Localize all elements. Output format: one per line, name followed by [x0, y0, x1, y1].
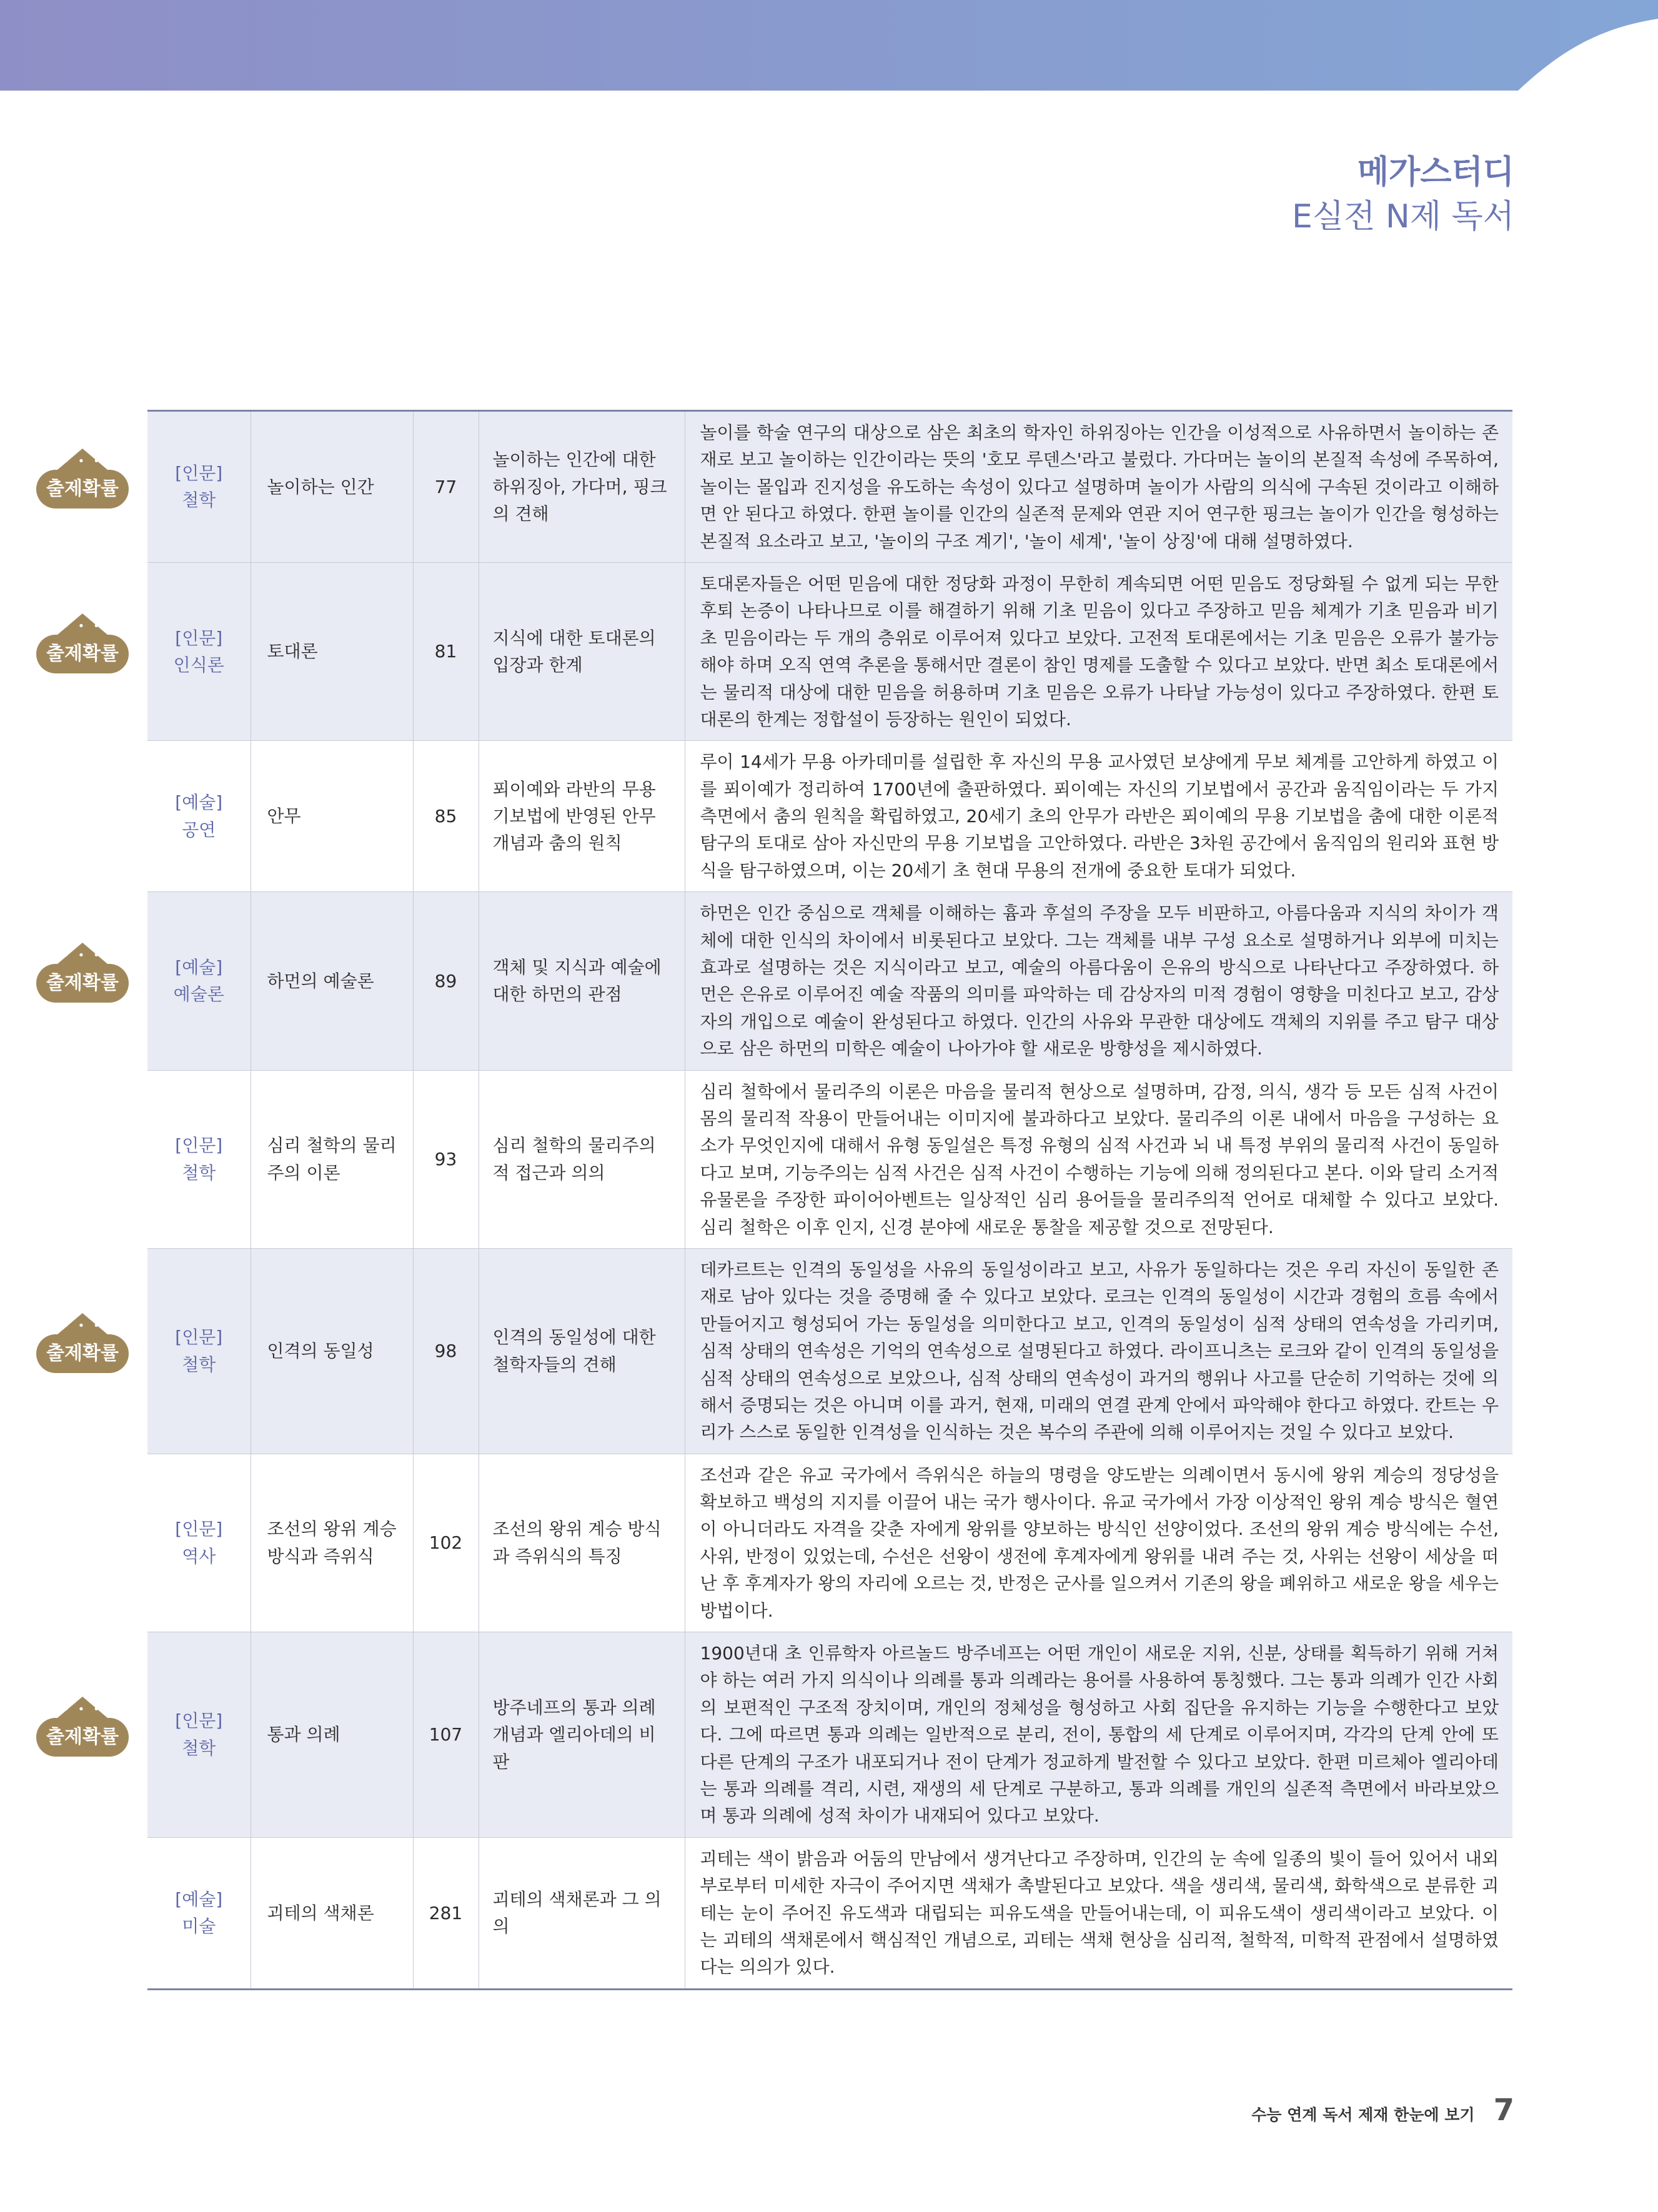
topic-cell: 푀이예와 라반의 무용 기보법에 반영된 안무 개념과 춤의 원칙 [479, 741, 685, 892]
category-main: [예술] [175, 957, 223, 978]
top-banner [0, 0, 1658, 91]
table-row [147, 1632, 1512, 1838]
category-cell [147, 1837, 251, 1989]
table-row [147, 1248, 1512, 1454]
badge-dots: • • • [62, 619, 102, 633]
passage-title: 인격의 동일성 [251, 1248, 413, 1454]
table-row [147, 1837, 1512, 1989]
category-sub: 역사 [182, 1545, 216, 1567]
table-row [147, 741, 1512, 892]
category-main: [인문] [175, 1327, 223, 1348]
table-row [147, 1454, 1512, 1632]
passage-title: 안무 [251, 741, 413, 892]
summary-cell: 1900년대 초 인류학자 아르놀드 방주네프는 어떤 개인이 새로운 지위, 신분, 상태를 획득하기 위해 거쳐야 하는 여러 가지 의식이나 의례를 통과 의례라는 용어를 사용하여 통칭했다. 그는 통과 의례가 인간 사회의 보편적인 구조적 장치이며, 개인의 정체성을 형성하고 사회 집단을 유지하는 기능을 수행한다고 보았다. 그에 따르면 통과 의례는 일반적으로 분리, 전이, 통합의 세 단계로 이루어지며, 각각의 단계 안에 또 다른 단계의 구조가 내포되거나 전이 단계가 정교하게 발전할 수 있다고 보았다. 한편 미르체아 엘리아데는 통과 의례를 격리, 시련, 재생의 세 단계로 구분하고, 통과 의례를 개인의 실존적 측면에서 바라보았으며 통과 의례에 성적 차이가 내재되어 있다고 보았다. [685, 1632, 1512, 1838]
topic-cell: 객체 및 지식과 예술에 대한 하먼의 관점 [479, 892, 685, 1070]
topic-cell: 조선의 왕위 계승 방식과 즉위식의 특징 [479, 1454, 685, 1632]
category-sub: 인식론 [173, 655, 224, 676]
summary-cell: 루이 14세가 무용 아카데미를 설립한 후 자신의 무용 교사였던 보샹에게 무보 체계를 고안하게 하였고 이를 푀이예가 정리하여 1700년에 출판하였다. 푀이예는 자신의 기보법에서 공간과 움직임이라는 두 가지 측면에서 춤의 원칙을 확립하였고, 20세기 초의 안무가 라반은 푀이예의 무용 기보법을 춤에 대한 이론적 탐구의 토대로 삼아 자신만의 무용 기보법을 고안하였다. 라반은 3차원 공간에서 움직임의 원리와 표현 방식을 탐구하였으며, 이는 20세기 초 현대 무용의 전개에 중요한 토대가 되었다. [685, 741, 1512, 892]
category-cell [147, 741, 251, 892]
category-sub: 철학 [182, 490, 216, 511]
category-cell [147, 562, 251, 740]
category-main: [인문] [175, 627, 223, 648]
topic-cell: 방주네프의 통과 의례 개념과 엘리아데의 비판 [479, 1632, 685, 1838]
badge-dots: • • • [62, 1702, 102, 1716]
footer-text: 수능 연계 독서 제재 한눈에 보기 [1251, 2106, 1475, 2124]
topic-cell: 심리 철학의 물리주의적 접근과 의의 [479, 1070, 685, 1248]
topic-cell: 괴테의 색채론과 그 의의 [479, 1837, 685, 1989]
summary-cell: 토대론자들은 어떤 믿음에 대한 정당화 과정이 무한히 계속되면 어떤 믿음도 정당화될 수 없게 되는 무한 후퇴 논증이 나타나므로 이를 해결하기 위해 기초 믿음이 있다고 주장하고 믿음 체계가 기초 믿음과 비기초 믿음이라는 두 개의 층위로 이루어져 있다고 보았다. 고전적 토대론에서는 기초 믿음은 오류가 불가능해야 하며 오직 연역 추론을 통해서만 결론이 참인 명제를 도출할 수 있다고 보았다. 반면 최소 토대론에서는 물리적 대상에 대한 믿음을 허용하며 기초 믿음은 오류가 나타날 가능성이 있다고 주장하였다. 한편 토대론의 한계는 정합설이 등장하는 원인이 되었다. [685, 562, 1512, 740]
brand-title: 메가스터디 [1357, 154, 1514, 191]
category-sub: 공연 [182, 819, 216, 840]
badge-label: 출제확률 [36, 470, 129, 508]
passage-title: 통과 의례 [251, 1632, 413, 1838]
category-sub: 예술론 [173, 984, 224, 1005]
summary-cell: 놀이를 학술 연구의 대상으로 삼은 최초의 학자인 하위징아는 인간을 이성적으로 사유하면서 놀이하는 존재로 보고 놀이하는 인간이라는 뜻의 '호모 루덴스'라고 불렀다. 가다머는 놀이의 본질적 속성에 주목하여, 놀이는 몰입과 진지성을 유도하는 속성이 있다고 설명하며 놀이가 사람의 의식에 구속된 것이라고 이해하면 안 된다고 하였다. 한편 놀이를 인간의 실존적 문제와 연관 지어 연구한 핑크는 놀이가 인간을 형성하는 본질적 요소라고 보고, '놀이의 구조 계기', '놀이 세계', '놀이 상징'에 대해 설명하였다. [685, 411, 1512, 563]
page-ref: 281 [413, 1837, 479, 1989]
badge-label: 출제확률 [36, 635, 129, 673]
category-cell [147, 1454, 251, 1632]
category-sub: 철학 [182, 1162, 216, 1183]
badge-dots: • • • [62, 454, 102, 468]
page-ref: 102 [413, 1454, 479, 1632]
summary-cell: 괴테는 색이 밝음과 어둠의 만남에서 생겨난다고 주장하며, 인간의 눈 속에 일종의 빛이 들어 있어서 내외부로부터 미세한 자극이 주어지면 색채가 촉발된다고 보았다. 색을 생리색, 물리색, 화학색으로 분류한 괴테는 눈이 주어진 유도색과 대립되는 피유도색을 만들어내는데, 이 피유도색이 생리색이라고 보았다. 이는 괴테의 색채론에서 핵심적인 개념으로, 괴테는 색채 현상을 심리적, 철학적, 미학적 관점에서 설명하였다는 의의가 있다. [685, 1837, 1512, 1989]
exam-probability-badge [36, 943, 129, 1018]
category-main: [인문] [175, 1135, 223, 1156]
topic-cell: 지식에 대한 토대론의 입장과 한계 [479, 562, 685, 740]
exam-probability-badge [36, 449, 129, 523]
page-ref: 98 [413, 1248, 479, 1454]
page-ref: 85 [413, 741, 479, 892]
category-main: [예술] [175, 792, 223, 813]
badge-dots: • • • [62, 1319, 102, 1332]
summary-cell: 하먼은 인간 중심으로 객체를 이해하는 흄과 후설의 주장을 모두 비판하고, 아름다움과 지식의 차이가 객체에 대한 인식의 차이에서 비롯된다고 보았다. 그는 객체를 내부 구성 요소로 설명하거나 외부에 미치는 효과로 설명하는 것은 지식이라고 보고, 예술의 아름다움이 은유의 방식으로 나타난다고 주장하였다. 하먼은 은유로 이루어진 예술 작품의 의미를 파악하는 데 감상자의 미적 경험이 영향을 미친다고 보고, 감상자의 개입으로 예술이 완성된다고 하였다. 인간의 사유와 무관한 대상에도 객체의 지위를 주고 탐구 대상으로 삼은 하먼의 미학은 예술이 나아가야 할 새로운 방향성을 제시하였다. [685, 892, 1512, 1070]
badge-label: 출제확률 [36, 1718, 129, 1757]
header-brand [1292, 153, 1514, 237]
category-sub: 철학 [182, 1737, 216, 1758]
table-row [147, 892, 1512, 1070]
table-row [147, 411, 1512, 563]
badge-dots: • • • [62, 948, 102, 962]
table-row [147, 562, 1512, 740]
category-cell [147, 892, 251, 1070]
exam-probability-badge [36, 1313, 129, 1388]
summary-cell: 데카르트는 인격의 동일성을 사유의 동일성이라고 보고, 사유가 동일하다는 것은 우리 자신이 동일한 존재로 남아 있다는 것을 증명해 줄 수 있다고 보았다. 로크는 인격의 동일성이 시간과 경험의 흐름 속에서 만들어지고 형성되어 가는 동일성을 의미한다고 보고, 인격의 동일성이 심적 상태의 연속성을 가리키며, 심적 상태의 연속성은 기억의 연속성으로 설명된다고 하였다. 라이프니츠는 로크와 같이 인격의 동일성을 심적 상태의 연속성으로 보았으나, 심적 상태의 연속성이 과거의 행위나 사고를 단순히 기억하는 것에 의해서 증명되는 것은 아니며 이를 과거, 현재, 미래의 연결 관계 안에서 파악해야 한다고 하였다. 칸트는 우리가 스스로 동일한 인격성을 인식하는 것은 복수의 주관에 의해 이루어지는 것일 수 있다고 보았다. [685, 1248, 1512, 1454]
exam-probability-badge [36, 613, 129, 688]
category-main: [예술] [175, 1888, 223, 1910]
passage-title: 하먼의 예술론 [251, 892, 413, 1070]
page-ref: 107 [413, 1632, 479, 1838]
topics-table [147, 410, 1512, 1990]
badge-label: 출제확률 [36, 964, 129, 1003]
page-ref: 93 [413, 1070, 479, 1248]
category-sub: 철학 [182, 1354, 216, 1375]
passage-title: 토대론 [251, 562, 413, 740]
category-cell [147, 1632, 251, 1838]
page-ref: 77 [413, 411, 479, 563]
category-main: [인문] [175, 463, 223, 484]
summary-cell: 심리 철학에서 물리주의 이론은 마음을 물리적 현상으로 설명하며, 감정, 의식, 생각 등 모든 심적 사건이 몸의 물리적 작용이 만들어내는 이미지에 불과하다고 보았다. 물리주의 이론 내에서 마음을 구성하는 요소가 무엇인지에 대해서 유형 동일설은 특정 유형의 심적 사건과 뇌 내 특정 부위의 물리적 사건이 동일하다고 보며, 기능주의는 심적 사건은 심적 사건이 수행하는 기능에 의해 정의된다고 본다. 이와 달리 소거적 유물론을 주장한 파이어아벤트는 일상적인 심리 용어들을 물리주의적 언어로 대체할 수 있다고 보았다. 심리 철학은 이후 인지, 신경 분야에 새로운 통찰을 제공할 것으로 전망된다. [685, 1070, 1512, 1248]
passage-title: 심리 철학의 물리주의 이론 [251, 1070, 413, 1248]
page-ref: 89 [413, 892, 479, 1070]
exam-probability-badge [36, 1697, 129, 1772]
badge-label: 출제확률 [36, 1334, 129, 1373]
topic-cell: 인격의 동일성에 대한 철학자들의 견해 [479, 1248, 685, 1454]
topic-cell: 놀이하는 인간에 대한 하위징아, 가다머, 핑크의 견해 [479, 411, 685, 563]
brand-subtitle: E실전 N제 독서 [1292, 198, 1514, 236]
summary-cell: 조선과 같은 유교 국가에서 즉위식은 하늘의 명령을 양도받는 의례이면서 동시에 왕위 계승의 정당성을 확보하고 백성의 지지를 이끌어 내는 국가 행사이다. 유교 국가에서 가장 이상적인 왕위 계승 방식은 혈연이 아니더라도 자격을 갖춘 자에게 왕위를 양보하는 방식인 선양이었다. 조선의 왕위 계승 방식에는 수선, 사위, 반정이 있었는데, 수선은 선왕이 생전에 후계자에게 왕위를 내려 주는 것, 사위는 선왕이 세상을 떠난 후 후계자가 왕의 자리에 오르는 것, 반정은 군사를 일으켜서 기존의 왕을 폐위하고 새로운 왕을 세우는 방법이다. [685, 1454, 1512, 1632]
category-sub: 미술 [182, 1916, 216, 1937]
passage-title: 조선의 왕위 계승 방식과 즉위식 [251, 1454, 413, 1632]
category-cell [147, 1248, 251, 1454]
page-number: 7 [1493, 2093, 1514, 2128]
category-main: [인문] [175, 1519, 223, 1540]
table-row [147, 1070, 1512, 1248]
category-main: [인문] [175, 1710, 223, 1732]
category-cell [147, 411, 251, 563]
passage-title: 놀이하는 인간 [251, 411, 413, 563]
category-cell [147, 1070, 251, 1248]
page-ref: 81 [413, 562, 479, 740]
passage-title: 괴테의 색채론 [251, 1837, 413, 1989]
footer [1251, 2093, 1514, 2128]
